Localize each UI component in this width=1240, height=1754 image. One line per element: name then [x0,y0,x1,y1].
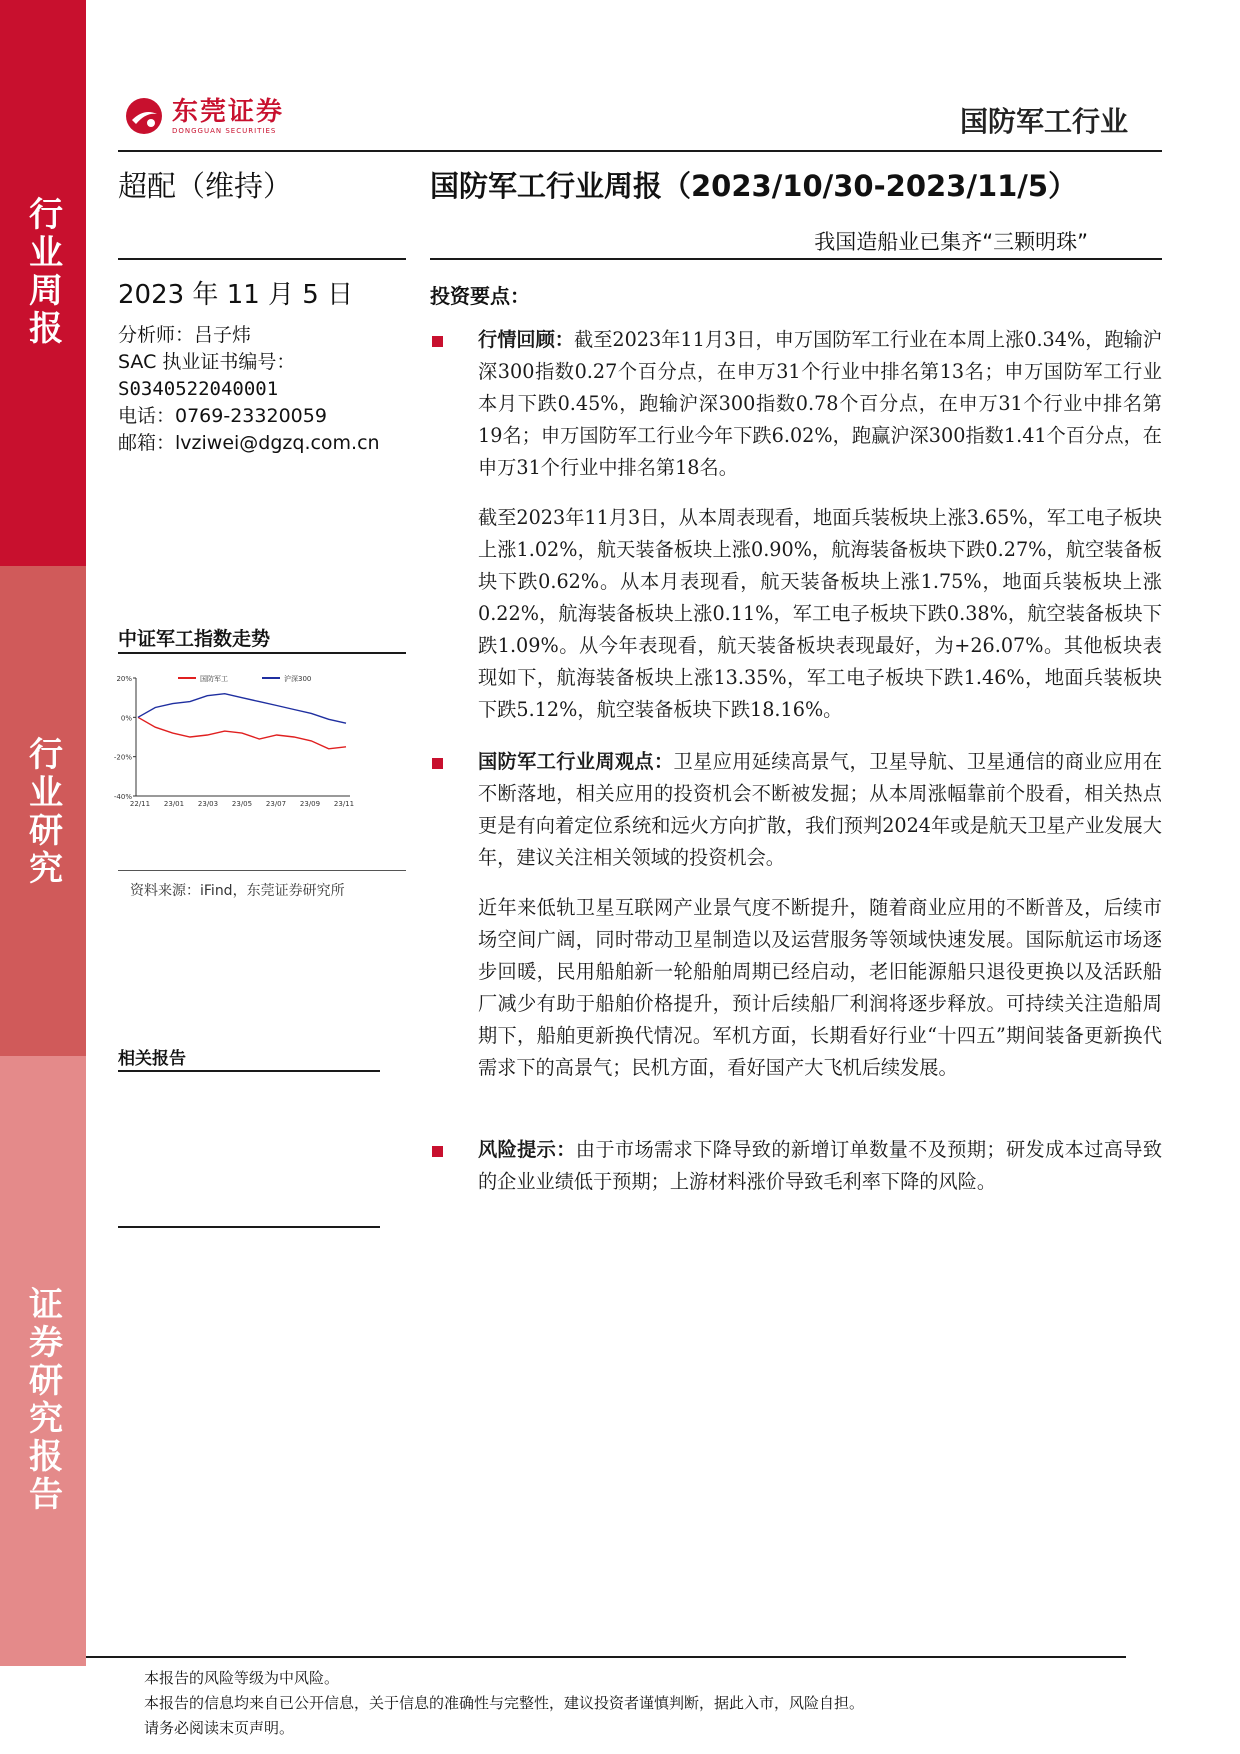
market-review-paragraph [478,324,1162,484]
y-tick-label: -20% [113,753,132,762]
chart-source-divider [118,870,406,871]
report-date: 2023 年 11 月 5 日 [118,280,354,310]
analyst-info [118,322,380,457]
weekly-view-label: 国防军工行业周观点： [478,750,674,773]
risk-label: 风险提示： [478,1138,576,1161]
risk-paragraph [478,1134,1162,1198]
series-line-defense [138,717,346,749]
related-divider-bottom [118,1226,380,1228]
bullet-icon [432,336,443,347]
section-heading: 投资要点： [430,284,530,308]
market-review-text: 截至2023年11月3日，申万国防军工行业在本周上涨0.34%，跑输沪深300指数0.27个百分点，在申万31个行业中排名第13名；申万国防军工行业本月下跌0.45%，跑输沪深300指数0.78个百分点，在申万31个行业中排名第19名；申万国防军工行业今年下跌6.02%，跑赢沪深300指数1.41个百分点，在申万31个行业中排名第18名。 [478,328,1162,479]
chart-title-divider [118,652,406,654]
weekly-view-paragraph [478,746,1162,874]
band-top-text: 行业周报 [22,196,63,348]
logo-icon [124,96,164,136]
related-divider-top [118,1070,380,1072]
y-tick-label: 20% [116,675,132,683]
sac-number: S0340522040001 [118,378,279,400]
title-divider-left [118,258,406,260]
chart-source: 资料来源：iFind，东莞证券研究所 [130,883,345,899]
brand-logo [124,96,284,136]
x-tick-label: 23/11 [333,800,355,808]
x-tick-label: 23/03 [197,800,219,808]
outlook-paragraph: 近年来低轨卫星互联网产业景气度不断提升，随着商业应用的不断普及，后续市场空间广阔，同时带动卫星制造以及运营服务等领域快速发展。国际航运市场逐步回暖，民用船舶新一轮船舶周期已经启动，老旧能源船只退役更换以及活跃船厂减少有助于船舶价格提升，预计后续船厂利润将逐步释放。可持续关注造船周期下，船舶更新换代情况。军机方面，长期看好行业“十四五”期间装备更新换代需求下的高景气；民机方面，看好国产大飞机后续发展。 [478,896,1162,1079]
bullet-icon [432,1146,443,1157]
title-divider-right [430,258,1162,260]
related-reports-title: 相关报告 [118,1049,186,1069]
band-middle-text: 行业研究 [22,736,63,888]
sector-performance-paragraph: 截至2023年11月3日，从本周表现看，地面兵装板块上涨3.65%，军工电子板块上涨1.02%，航天装备板块上涨0.90%，航海装备板块下跌0.27%，航空装备板块下跌0.62%。从本月表现看，航天装备板块上涨1.75%，地面兵装板块上涨0.22%，航海装备板块上涨0.11%，军工电子板块下跌0.38%，航空装备板块下跌1.09%。从今年表现看，航天装备板块表现最好，为+26.07%。其他板块表现如下，航海装备板块上涨13.35%，军工电子板块下跌1.46%，地面兵装板块下跌5.12%，航空装备板块下跌18.16%。 [478,506,1162,721]
weekly-view-text: 卫星应用延续高景气，卫星导航、卫星通信的商业应用在不断落地，相关应用的投资机会不断被发掘；从本周涨幅靠前个股看，相关热点更是有向着定位系统和远火方向扩散，我们预判2024年或是航天卫星产业发展大年，建议关注相关领域的投资机会。 [478,750,1163,869]
risk-text: 由于市场需求下降导致的新增订单数量不及预期；研发成本过高导致的企业业绩低于预期；上游材料涨价导致毛利率下降的风险。 [478,1138,1163,1193]
risk-level-note: 本报告的风险等级为中风险。 [144,1669,340,1687]
band-bottom [0,1056,86,1666]
chart-title: 中证军工指数走势 [118,628,271,650]
legend-label: 国防军工 [200,675,228,683]
analyst-email[interactable]: 邮箱：lvziwei@dgzq.com.cn [118,432,380,454]
band-bottom-text: 证券研究报告 [22,1286,63,1514]
bullet-icon [432,758,443,769]
industry-label: 国防军工行业 [959,105,1128,138]
brand-name: 东莞证券 [172,96,285,127]
report-subtitle: 我国造船业已集齐“三颗明珠” [814,230,1088,254]
x-tick-label: 23/07 [265,800,287,808]
index-trend-chart [113,668,400,840]
band-top [0,0,86,566]
analyst-phone: 电话：0769-23320059 [118,405,327,427]
header-divider [118,150,1162,152]
y-tick-label: 0% [120,714,132,723]
series-line-csi300 [138,694,346,724]
x-tick-label: 23/05 [231,800,253,808]
legend-label: 沪深300 [284,675,312,683]
disclaimer-note: 本报告的信息均来自已公开信息，关于信息的准确性与完整性，建议投资者谨慎判断，据此入市，风险自担。 [144,1694,865,1712]
brand-name-en: DONGGUAN SECURITIES [172,126,277,135]
sac-label: SAC 执业证书编号： [118,351,296,373]
read-statement-note: 请务必阅读末页声明。 [144,1719,295,1737]
footer-notes [144,1666,864,1741]
band-middle [0,566,86,1056]
x-tick-label: 22/11 [129,800,151,808]
rating: 超配（维持） [118,169,293,203]
footer-divider [86,1656,1126,1658]
market-review-label: 行情回顾： [478,328,574,351]
x-tick-label: 23/09 [299,800,321,808]
analyst-name: 分析师：吕子炜 [118,324,252,346]
report-title: 国防军工行业周报（2023/10/30-2023/11/5） [430,169,1078,203]
x-tick-label: 23/01 [163,800,185,808]
y-tick-label: -40% [113,793,132,801]
